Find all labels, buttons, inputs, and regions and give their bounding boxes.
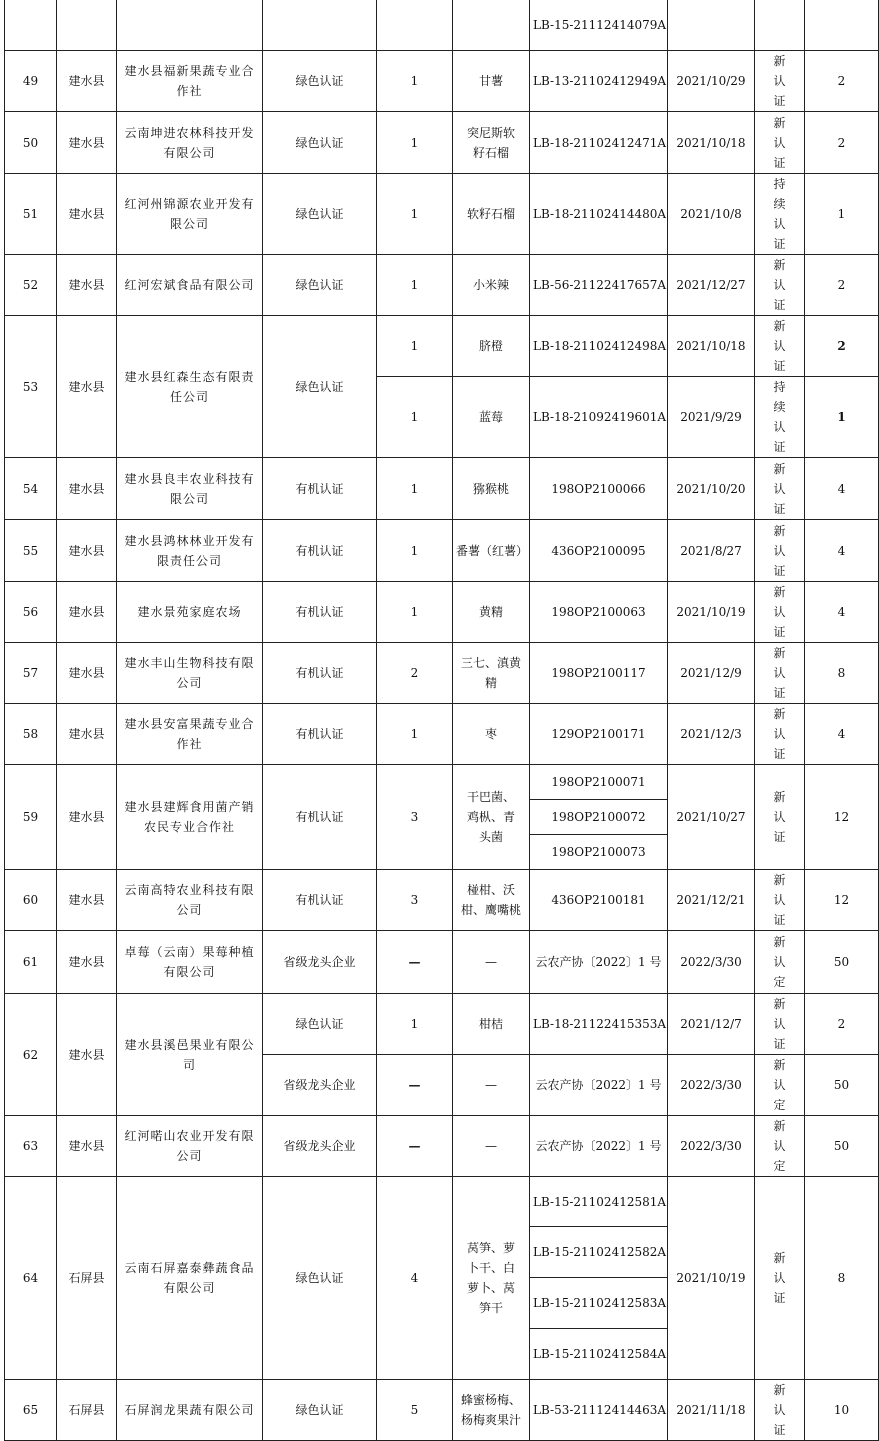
company-cell: 石屏润龙果蔬有限公司 [117,1380,263,1441]
score-cell [805,0,879,51]
product-cell: — [453,931,530,994]
score-cell: 4 [805,458,879,520]
code-cell: 198OP2100066 [530,458,668,520]
code-cell: LB-56-21122417657A [530,255,668,316]
product-cell: — [453,1055,530,1116]
status-cell: 新认证 [755,520,805,582]
status-cell: 新认证 [755,1177,805,1380]
date-cell: 2021/12/9 [668,643,755,704]
date-cell: 2021/10/27 [668,765,755,870]
code-cell: 云农产协〔2022〕1 号 [530,1116,668,1177]
product-cell: 蜂蜜杨梅、杨梅爽果汁 [453,1380,530,1441]
score-cell: 50 [805,1055,879,1116]
count-cell: 1 [377,174,453,255]
company-cell: 云南坤进农林科技开发有限公司 [117,112,263,174]
date-cell: 2021/10/20 [668,458,755,520]
status-cell: 新认证 [755,112,805,174]
type-cell: 有机认证 [263,458,377,520]
score-cell: 2 [805,51,879,112]
no-cell: 49 [5,51,57,112]
count-cell: 1 [377,112,453,174]
count-cell: — [377,931,453,994]
county-cell: 建水县 [57,582,117,643]
no-cell: 60 [5,870,57,931]
county-cell: 建水县 [57,316,117,458]
date-cell [668,0,755,51]
code-cell: 云农产协〔2022〕1 号 [530,1055,668,1116]
company-cell: 建水县红森生态有限责任公司 [117,316,263,458]
table-row [5,704,879,765]
type-cell: 有机认证 [263,520,377,582]
no-cell: 64 [5,1177,57,1380]
type-cell: 绿色认证 [263,994,377,1055]
company-cell: 建水县鸿林林业开发有限责任公司 [117,520,263,582]
company-cell [117,0,263,51]
county-cell: 建水县 [57,174,117,255]
no-cell: 59 [5,765,57,870]
type-cell: 绿色认证 [263,174,377,255]
table-row [5,870,879,931]
code-cell: 198OP2100073 [530,835,668,870]
product-cell [453,0,530,51]
status-cell: 新认证 [755,870,805,931]
status-cell: 新认定 [755,1055,805,1116]
status-cell: 新认定 [755,931,805,994]
status-cell: 新认证 [755,316,805,377]
count-cell: — [377,1116,453,1177]
company-cell: 卓莓（云南）果莓种植有限公司 [117,931,263,994]
certification-table [4,0,879,1441]
no-cell: 58 [5,704,57,765]
score-cell: 50 [805,1116,879,1177]
date-cell: 2022/3/30 [668,1055,755,1116]
company-cell: 建水县福新果蔬专业合作社 [117,51,263,112]
company-cell: 建水县良丰农业科技有限公司 [117,458,263,520]
type-cell: 省级龙头企业 [263,931,377,994]
date-cell: 2021/10/18 [668,316,755,377]
count-cell: 1 [377,255,453,316]
table-row [5,643,879,704]
score-cell: 4 [805,582,879,643]
no-cell [5,0,57,51]
date-cell: 2021/10/19 [668,1177,755,1380]
product-cell: 莴笋、萝卜干、白萝卜、莴笋干 [453,1177,530,1380]
county-cell: 建水县 [57,458,117,520]
score-cell: 2 [805,994,879,1055]
count-cell: 4 [377,1177,453,1380]
company-cell: 建水县溪邑果业有限公司 [117,994,263,1116]
product-cell: 脐橙 [453,316,530,377]
count-cell: 1 [377,582,453,643]
no-cell: 55 [5,520,57,582]
count-cell: 1 [377,520,453,582]
status-cell: 新认证 [755,1380,805,1441]
product-cell: 小米辣 [453,255,530,316]
county-cell: 建水县 [57,643,117,704]
table-row [5,1177,879,1227]
county-cell: 建水县 [57,931,117,994]
date-cell: 2022/3/30 [668,1116,755,1177]
score-cell: 10 [805,1380,879,1441]
count-cell: 1 [377,704,453,765]
code-cell: 198OP2100071 [530,765,668,800]
type-cell: 绿色认证 [263,1380,377,1441]
county-cell: 建水县 [57,255,117,316]
table-row [5,1116,879,1177]
table-row [5,765,879,800]
no-cell: 62 [5,994,57,1116]
table-row [5,1380,879,1441]
type-cell: 省级龙头企业 [263,1055,377,1116]
product-cell: 三七、滇黄精 [453,643,530,704]
date-cell: 2021/12/21 [668,870,755,931]
code-cell: LB-18-21092419601A [530,377,668,458]
date-cell: 2021/11/18 [668,1380,755,1441]
no-cell: 63 [5,1116,57,1177]
county-cell: 建水县 [57,704,117,765]
code-cell: 198OP2100063 [530,582,668,643]
score-cell: 1 [805,174,879,255]
status-cell: 新认证 [755,51,805,112]
status-cell: 新认证 [755,255,805,316]
county-cell: 建水县 [57,870,117,931]
status-cell: 新认证 [755,458,805,520]
product-cell: 干巴菌、鸡枞、青头菌 [453,765,530,870]
type-cell: 绿色认证 [263,255,377,316]
no-cell: 61 [5,931,57,994]
county-cell: 建水县 [57,520,117,582]
table-row [5,51,879,112]
no-cell: 56 [5,582,57,643]
score-cell: 8 [805,643,879,704]
table-row [5,316,879,377]
score-cell: 4 [805,520,879,582]
date-cell: 2022/3/30 [668,931,755,994]
code-cell: LB-18-21102414480A [530,174,668,255]
count-cell: 1 [377,994,453,1055]
status-cell: 新认证 [755,704,805,765]
status-cell: 新认证 [755,643,805,704]
product-cell: 椪柑、沃柑、鹰嘴桃 [453,870,530,931]
no-cell: 50 [5,112,57,174]
code-cell: 198OP2100072 [530,800,668,835]
status-cell: 新认证 [755,994,805,1055]
code-cell: LB-18-21102412498A [530,316,668,377]
score-cell: 12 [805,765,879,870]
count-cell: 1 [377,377,453,458]
company-cell: 红河宏斌食品有限公司 [117,255,263,316]
score-cell: 8 [805,1177,879,1380]
product-cell: 软籽石榴 [453,174,530,255]
count-cell: 5 [377,1380,453,1441]
date-cell: 2021/9/29 [668,377,755,458]
no-cell: 53 [5,316,57,458]
table-row [5,112,879,174]
no-cell: 51 [5,174,57,255]
product-cell: 猕猴桃 [453,458,530,520]
table-row [5,994,879,1055]
code-cell: 198OP2100117 [530,643,668,704]
table-row [5,255,879,316]
status-cell: 持续认证 [755,174,805,255]
type-cell: 绿色认证 [263,1177,377,1380]
type-cell: 有机认证 [263,704,377,765]
code-cell: LB-13-21102412949A [530,51,668,112]
count-cell: — [377,1055,453,1116]
count-cell: 1 [377,458,453,520]
code-cell: 436OP2100095 [530,520,668,582]
count-cell: 3 [377,870,453,931]
company-cell: 云南高特农业科技有限公司 [117,870,263,931]
county-cell: 建水县 [57,994,117,1116]
product-cell: 黄精 [453,582,530,643]
company-cell: 建水景苑家庭农场 [117,582,263,643]
date-cell: 2021/10/19 [668,582,755,643]
code-cell: LB-18-21102412471A [530,112,668,174]
date-cell: 2021/10/18 [668,112,755,174]
county-cell: 建水县 [57,51,117,112]
no-cell: 52 [5,255,57,316]
code-cell: LB-15-21102412583A [530,1278,668,1329]
count-cell [377,0,453,51]
type-cell: 绿色认证 [263,51,377,112]
status-cell: 新认证 [755,765,805,870]
no-cell: 65 [5,1380,57,1441]
code-cell: 436OP2100181 [530,870,668,931]
code-cell: LB-15-21112414079A [530,0,668,51]
score-cell: 2 [805,255,879,316]
date-cell: 2021/12/3 [668,704,755,765]
code-cell: LB-15-21102412582A [530,1227,668,1278]
product-cell: 柑桔 [453,994,530,1055]
table-row [5,931,879,994]
county-cell: 石屏县 [57,1177,117,1380]
date-cell: 2021/10/8 [668,174,755,255]
count-cell: 2 [377,643,453,704]
type-cell: 有机认证 [263,765,377,870]
product-cell: 蓝莓 [453,377,530,458]
no-cell: 54 [5,458,57,520]
score-cell: 2 [805,316,879,377]
date-cell: 2021/10/29 [668,51,755,112]
no-cell: 57 [5,643,57,704]
status-cell: 持续认证 [755,377,805,458]
product-cell: — [453,1116,530,1177]
type-cell: 有机认证 [263,582,377,643]
code-cell: 云农产协〔2022〕1 号 [530,931,668,994]
type-cell [263,0,377,51]
count-cell: 1 [377,316,453,377]
table-row [5,582,879,643]
product-cell: 突尼斯软籽石榴 [453,112,530,174]
count-cell: 1 [377,51,453,112]
date-cell: 2021/12/27 [668,255,755,316]
date-cell: 2021/8/27 [668,520,755,582]
code-cell: LB-15-21102412584A [530,1329,668,1380]
company-cell: 红河州锦源农业开发有限公司 [117,174,263,255]
score-cell: 2 [805,112,879,174]
product-cell: 甘薯 [453,51,530,112]
score-cell: 50 [805,931,879,994]
county-cell [57,0,117,51]
table-row [5,0,879,51]
county-cell: 建水县 [57,765,117,870]
score-cell: 4 [805,704,879,765]
status-cell: 新认定 [755,1116,805,1177]
table-row [5,174,879,255]
type-cell: 绿色认证 [263,112,377,174]
code-cell: 129OP2100171 [530,704,668,765]
date-cell: 2021/12/7 [668,994,755,1055]
county-cell: 建水县 [57,1116,117,1177]
table-row [5,458,879,520]
type-cell: 有机认证 [263,870,377,931]
score-cell: 1 [805,377,879,458]
type-cell: 有机认证 [263,643,377,704]
type-cell: 绿色认证 [263,316,377,458]
county-cell: 建水县 [57,112,117,174]
company-cell: 云南石屏嘉泰彝蔬食品有限公司 [117,1177,263,1380]
status-cell: 新认证 [755,582,805,643]
code-cell: LB-53-21112414463A [530,1380,668,1441]
company-cell: 红河喏山农业开发有限公司 [117,1116,263,1177]
company-cell: 建水县安富果蔬专业合作社 [117,704,263,765]
count-cell: 3 [377,765,453,870]
code-cell: LB-18-21122415353A [530,994,668,1055]
product-cell: 枣 [453,704,530,765]
company-cell: 建水县建辉食用菌产销农民专业合作社 [117,765,263,870]
status-cell [755,0,805,51]
table-row [5,520,879,582]
county-cell: 石屏县 [57,1380,117,1441]
type-cell: 省级龙头企业 [263,1116,377,1177]
product-cell: 番薯（红薯） [453,520,530,582]
score-cell: 12 [805,870,879,931]
code-cell: LB-15-21102412581A [530,1177,668,1227]
company-cell: 建水丰山生物科技有限公司 [117,643,263,704]
